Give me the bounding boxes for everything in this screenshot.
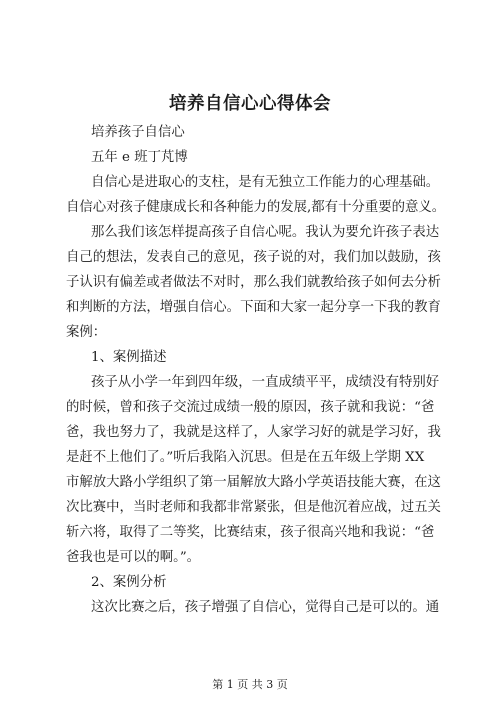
paragraph-line: 爸，我也努力了，我就是这样了，人家学习好的就是学习好，我 (66, 425, 441, 440)
paragraph-line: 这次比赛之后，孩子增强了自信心，觉得自己是可以的。通 (91, 600, 440, 615)
document-title: 培养自信心心得体会 (169, 94, 331, 114)
section-heading: 1、案例描述 (91, 350, 167, 365)
subtitle-line: 培养孩子自信心 (91, 125, 185, 140)
page-footer: 第 1 页 共 3 页 (212, 678, 288, 691)
paragraph-line: 是赶不上他们了。”听后我陷入沉思。但是在五年级上学期 XX (66, 450, 425, 465)
paragraph-line: 自信心对孩子健康成长和各种能力的发展,都有十分重要的意义。 (66, 200, 446, 215)
section-heading: 2、案例分析 (91, 575, 167, 590)
paragraph-line: 的时候，曾和孩子交流过成绩一般的原因，孩子就和我说：“爸 (66, 400, 435, 415)
paragraph-line: 次比赛中，当时老师和我都非常紧张，但是他沉着应战，过五关 (66, 500, 441, 515)
paragraph-line: 斩六将，取得了二等奖，比赛结束，孩子很高兴地和我说：“爸 (66, 525, 435, 540)
author-line: 五年 e 班丁芃博 (91, 150, 188, 165)
paragraph-line: 自信心是进取心的支柱，是有无独立工作能力的心理基础。 (91, 175, 440, 190)
paragraph-line: 案例： (66, 325, 107, 340)
paragraph-line: 爸我也是可以的啊。”。 (66, 550, 201, 565)
paragraph-line: 孩子从小学一年到四年级，一直成绩平平，成绩没有特别好 (91, 375, 440, 390)
paragraph-line: 市解放大路小学组织了第一届解放大路小学英语技能大赛，在这 (66, 475, 441, 490)
paragraph-line: 子认识有偏差或者做法不对时，那么我们就教给孩子如何去分析 (66, 275, 441, 290)
paragraph-line: 和判断的方法，增强自信心。下面和大家一起分享一下我的教育 (66, 300, 441, 315)
paragraph-line: 那么我们该怎样提高孩子自信心呢。我认为要允许孩子表达 (91, 225, 440, 240)
paragraph-line: 自己的想法，发表自己的意见，孩子说的对，我们加以鼓励，孩 (66, 250, 441, 265)
